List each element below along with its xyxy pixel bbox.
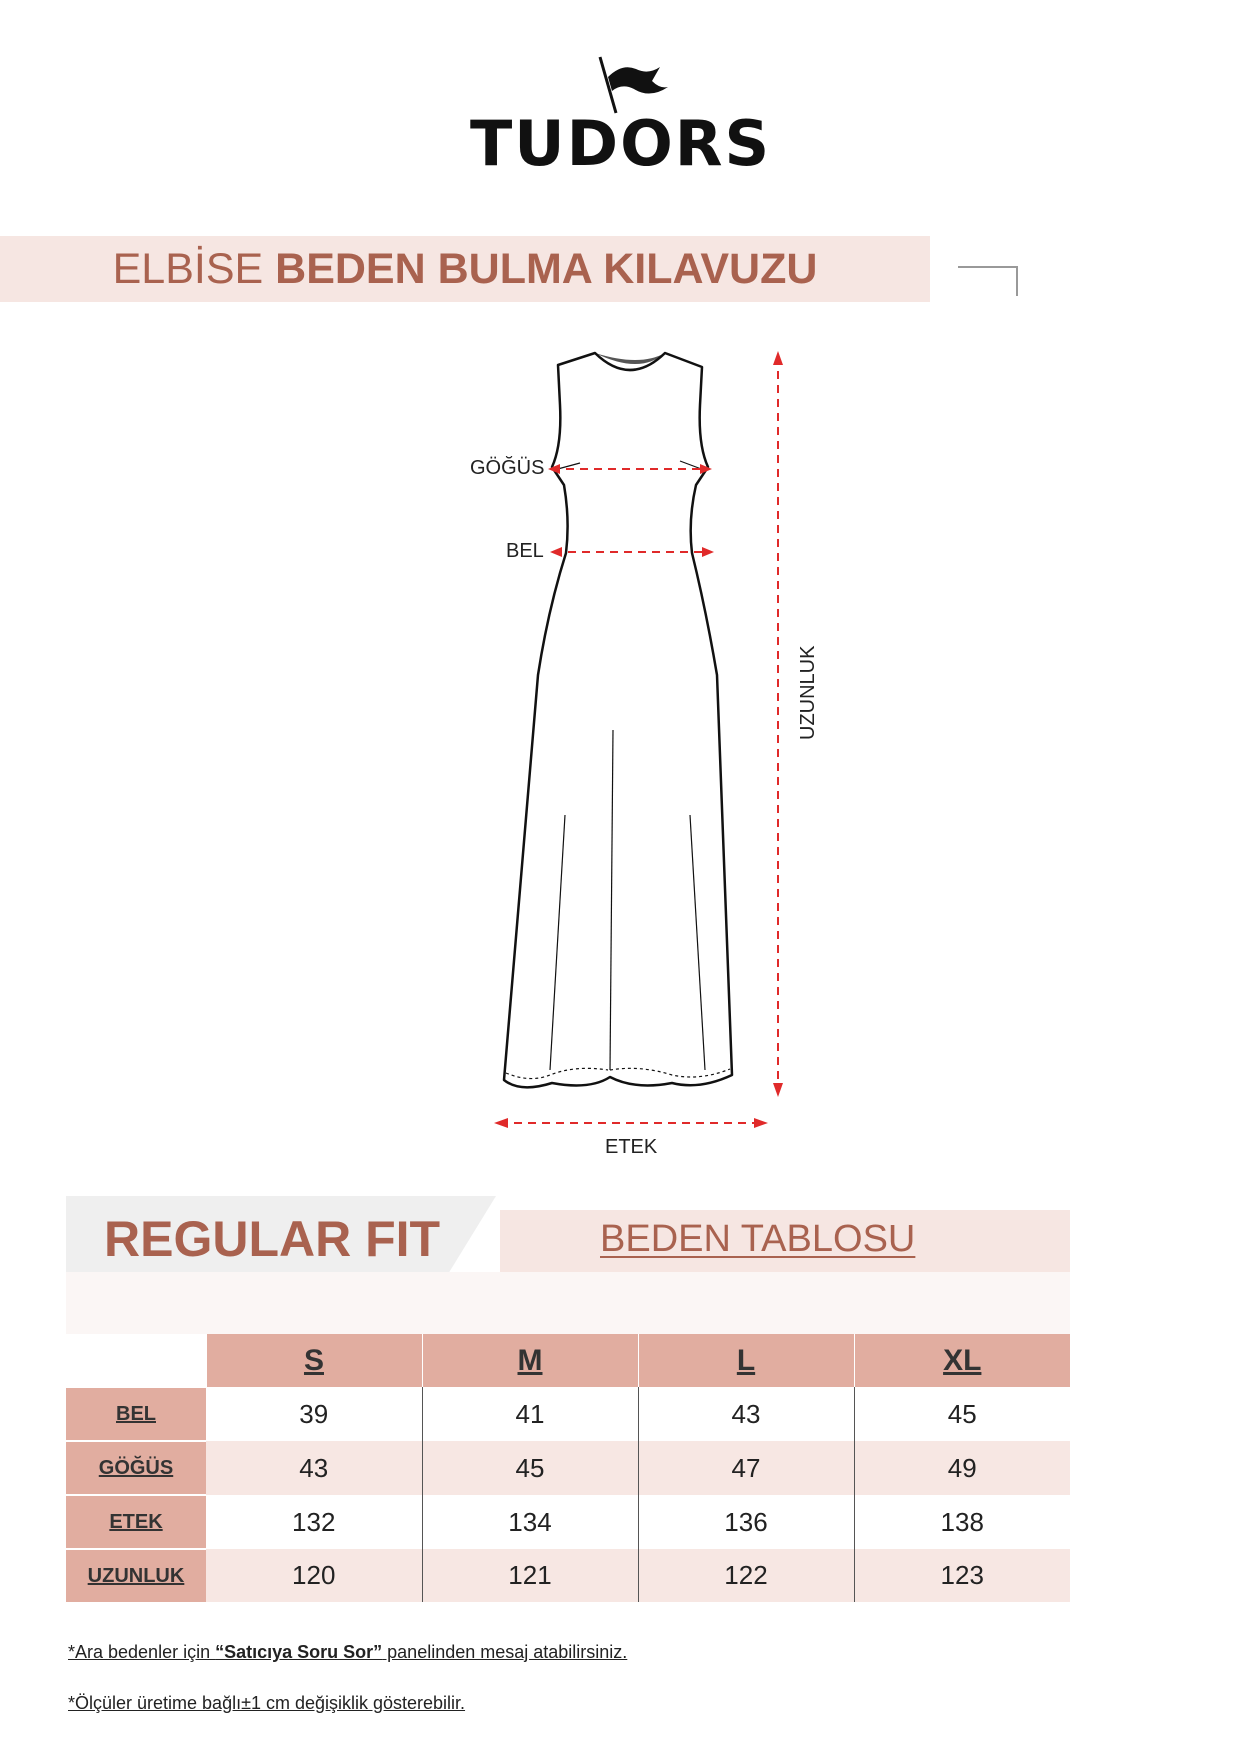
table-cell: 123 — [854, 1549, 1070, 1602]
note-intermediate-sizes — [68, 1642, 627, 1663]
table-cell: 43 — [638, 1387, 854, 1441]
table-corner-cell — [66, 1334, 206, 1387]
fit-label: REGULAR FIT — [104, 1211, 441, 1267]
row-label: UZUNLUK — [66, 1549, 206, 1602]
note1-bold: “Satıcıya Soru Sor” — [215, 1642, 383, 1662]
table-header-row — [66, 1334, 1070, 1387]
table-cell: 122 — [638, 1549, 854, 1602]
hem-label: ETEK — [605, 1136, 658, 1158]
dress-diagram — [440, 345, 840, 1175]
table-cell: 138 — [854, 1495, 1070, 1549]
table-top-band — [66, 1272, 1070, 1334]
size-header-xl: XL — [854, 1334, 1070, 1387]
table-cell: 134 — [422, 1495, 638, 1549]
size-header-s: S — [206, 1334, 422, 1387]
chest-label: GÖĞÜS — [470, 457, 545, 479]
table-cell: 121 — [422, 1549, 638, 1602]
table-cell: 132 — [206, 1495, 422, 1549]
table-cell: 39 — [206, 1387, 422, 1441]
flag-icon — [588, 55, 678, 115]
note1-prefix: *Ara bedenler için — [68, 1642, 216, 1662]
corner-decoration — [958, 266, 1018, 296]
table-cell: 45 — [854, 1387, 1070, 1441]
table-cell: 120 — [206, 1549, 422, 1602]
table-cell: 41 — [422, 1387, 638, 1441]
table-row — [66, 1495, 1070, 1549]
note-tolerance: *Ölçüler üretime bağlı±1 cm değişiklik gösterebilir. — [68, 1693, 466, 1713]
page-title-bold: BEDEN BULMA KILAVUZU — [275, 245, 818, 293]
size-header-l: L — [638, 1334, 854, 1387]
row-label: BEL — [66, 1387, 206, 1441]
table-row — [66, 1441, 1070, 1495]
row-label: ETEK — [66, 1495, 206, 1549]
note1-suffix: panelinden mesaj atabilirsiniz. — [382, 1642, 628, 1662]
row-label: GÖĞÜS — [66, 1441, 206, 1495]
size-table — [66, 1334, 1070, 1602]
page-title — [0, 236, 930, 302]
table-cell: 47 — [638, 1441, 854, 1495]
length-label: UZUNLUK — [797, 645, 819, 740]
table-title: BEDEN TABLOSU — [600, 1218, 916, 1260]
size-header-m: M — [422, 1334, 638, 1387]
waist-label: BEL — [506, 540, 544, 562]
page-title-light: ELBİSE — [112, 245, 276, 293]
brand-name: TUDORS — [470, 107, 772, 180]
table-cell: 49 — [854, 1441, 1070, 1495]
table-cell: 43 — [206, 1441, 422, 1495]
table-row — [66, 1549, 1070, 1602]
table-cell: 136 — [638, 1495, 854, 1549]
table-row — [66, 1387, 1070, 1441]
brand-logo — [470, 55, 772, 180]
table-cell: 45 — [422, 1441, 638, 1495]
